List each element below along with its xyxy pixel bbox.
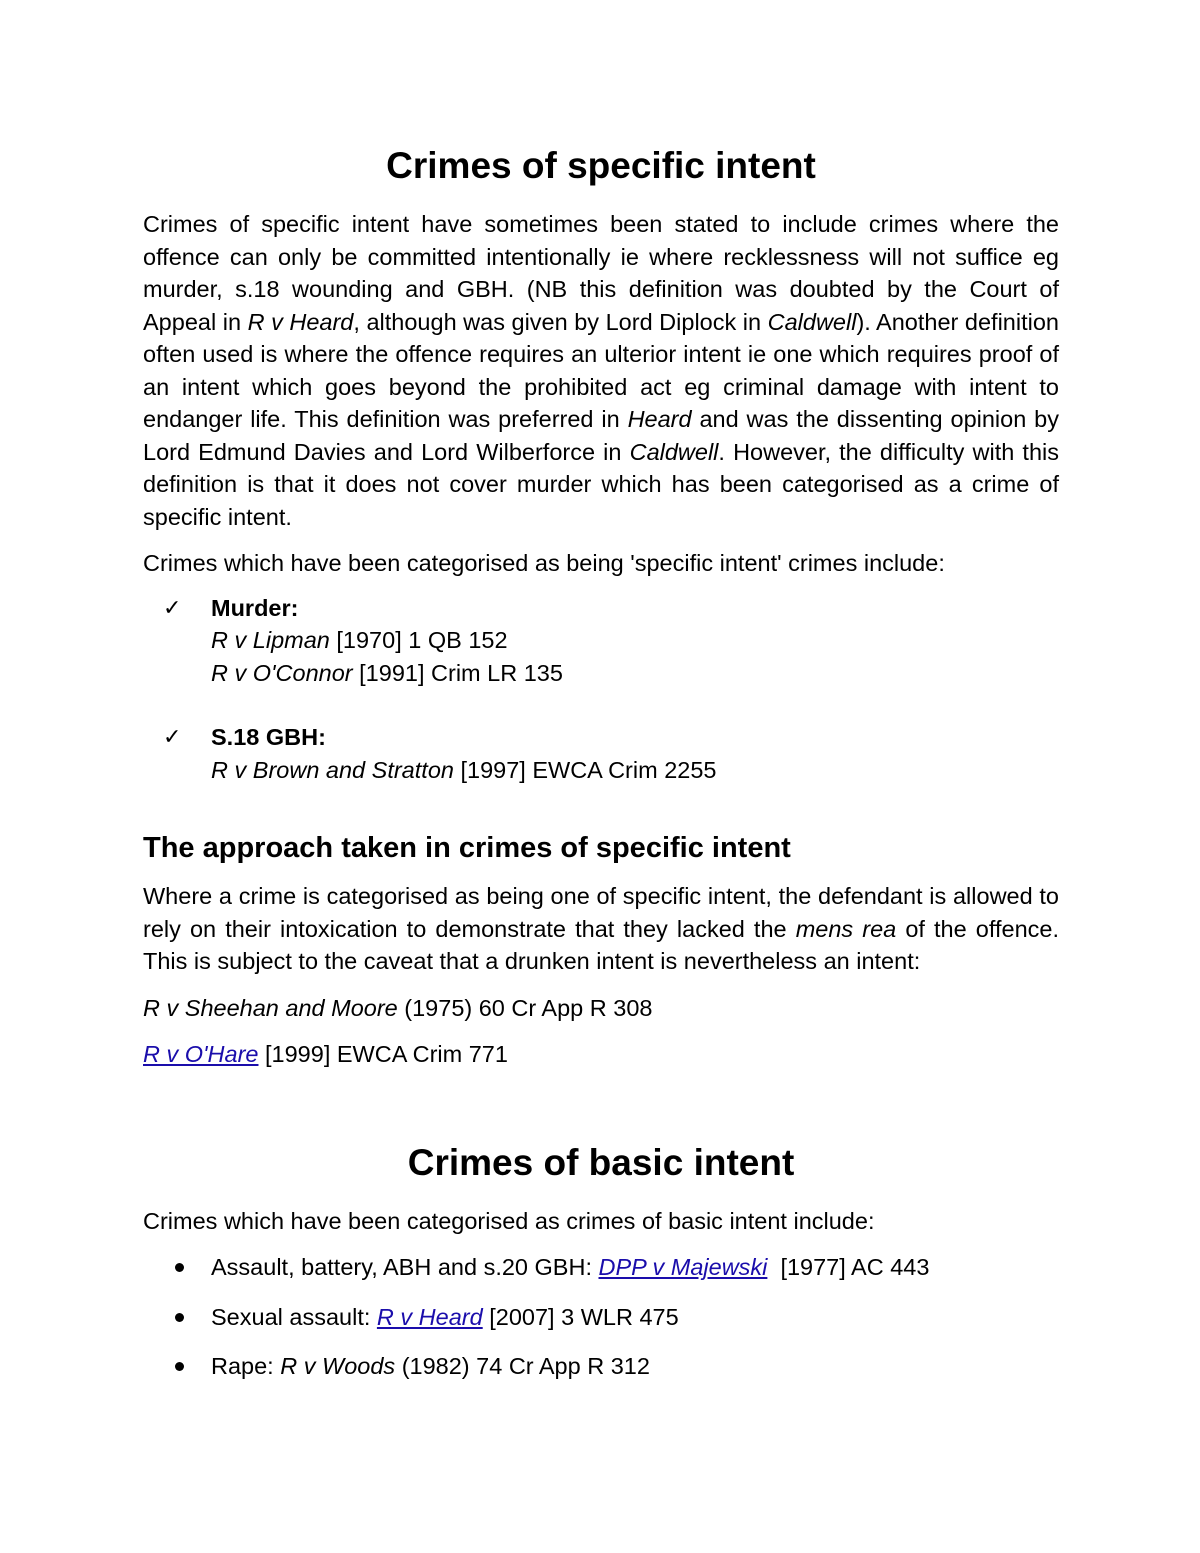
heading-crimes-of-basic-intent: Crimes of basic intent (407, 1141, 795, 1183)
bullet-icon (175, 1263, 184, 1272)
case-citation: R v O'Connor [1991] Crim LR 135 (211, 659, 563, 686)
checkmark-icon: ✓ (163, 724, 182, 749)
bullet-icon (175, 1362, 184, 1371)
specific-intent-crimes-intro: Crimes which have been categorised as being 'specific intent' crimes include: (143, 550, 945, 576)
basic-intent-intro: Crimes which have been categorised as crimes of basic intent include: (143, 1207, 875, 1234)
case-link-r-v-ohare[interactable]: R v O'Hare (143, 1041, 259, 1067)
mens-rea-term: mens rea (795, 915, 897, 942)
para-text: and was the dissenting opinion by Lord Edmund Davies and Lord Wilberforce in (143, 406, 1059, 465)
basic-intent-crimes-list (143, 1251, 1059, 1383)
case-name: Caldwell (629, 438, 719, 465)
specific-intent-crimes-list (143, 592, 1059, 787)
specific-intent-definition-paragraph (143, 208, 1059, 533)
case-citation-sheehan: R v Sheehan and Moore (1975) 60 Cr App R 308 (143, 994, 653, 1021)
heading-approach-specific-intent: The approach taken in crimes of specific intent (143, 832, 791, 864)
case-citation: R v Lipman [1970] 1 QB 152 (211, 627, 508, 653)
bullet-icon (175, 1313, 184, 1322)
crime-label: Murder: (211, 594, 299, 621)
case-citation: R v Brown and Stratton [1997] EWCA Crim 2255 (211, 756, 717, 783)
case-name: Caldwell (767, 308, 857, 335)
case-link-dpp-v-majewski[interactable]: DPP v Majewski (598, 1254, 768, 1280)
crime-label: S.18 GBH: (211, 724, 326, 750)
case-name: Heard (627, 406, 692, 432)
case-citation-ohare: R v O'Hare [1999] EWCA Crim 771 (143, 1041, 508, 1067)
para-text: ). Another definition often used is where the offence requires an ulterior intent ie one which requires proof of an intent which goes beyond the prohibited act eg criminal damage with intent to endanger life. This definition was preferred in (143, 308, 1059, 432)
list-item-assault: Assault, battery, ABH and s.20 GBH: DPP v Majewski [1977] AC 443 (143, 1251, 1059, 1284)
document-content (143, 140, 1059, 1400)
case-link-r-v-heard[interactable]: R v Heard (376, 1303, 483, 1330)
checkmark-icon: ✓ (163, 594, 182, 620)
list-item-s18-gbh (143, 721, 1059, 786)
list-item-murder (143, 592, 1059, 690)
para-text: . However, the difficulty with this definition is that it does not cover murder which has been categorised as a crime of specific intent. (143, 438, 1059, 530)
para-text: Crimes of specific intent have sometimes been stated to include crimes where the offence can only be committed intentionally ie where recklessness will not suffice eg murder, s.18 wounding and GBH. (NB this definition was doubted by the Court of Appeal in (143, 211, 1059, 335)
heading-crimes-of-specific-intent: Crimes of specific intent (386, 145, 816, 186)
case-name: R v Woods (280, 1353, 396, 1379)
case-name: R v Heard (247, 308, 354, 335)
para-text: , although was given by Lord Diplock in (353, 308, 768, 335)
list-item-sexual-assault: Sexual assault: R v Heard [2007] 3 WLR 475 (143, 1301, 1059, 1334)
list-item-rape: Rape: R v Woods (1982) 74 Cr App R 312 (143, 1350, 1059, 1383)
approach-paragraph: Where a crime is categorised as being one of specific intent, the defendant is allowed to rely on their intoxication to demonstrate that they lacked the mens rea of the offence. This is subject to the caveat that a drunken intent is nevertheless an intent: (143, 883, 1059, 974)
